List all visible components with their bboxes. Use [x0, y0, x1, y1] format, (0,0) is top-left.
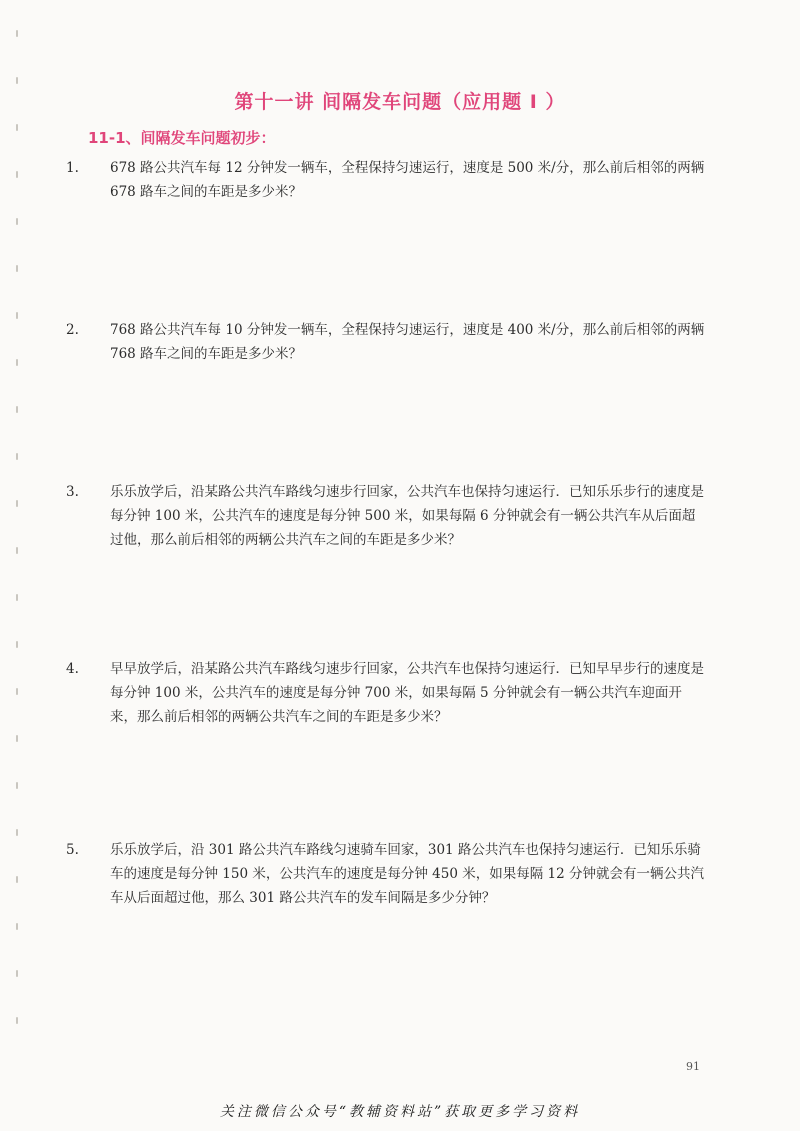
problem-number: 1. — [66, 160, 79, 176]
problem-text: 乐乐放学后，沿 301 路公共汽车路线匀速骑车回家，301 路公共汽车也保持匀速运行．已知乐乐骑车的速度是每分钟 150 米，公共汽车的速度是每分钟 450 米，如果每隔 12 分钟就会有一辆公共汽车从后面超过他，那么 301 路公共汽车的发车间隔是多少分钟？ — [110, 842, 704, 906]
problem-1 — [66, 156, 708, 204]
problem-number: 5. — [66, 842, 79, 858]
page-number: 91 — [686, 1060, 700, 1073]
footer-watermark-text: 关注微信公众号“教辅资料站”获取更多学习资料 — [219, 1104, 581, 1120]
problem-text: 768 路公共汽车每 10 分钟发一辆车，全程保持匀速运行，速度是 400 米/分，那么前后相邻的两辆 768 路车之间的车距是多少米？ — [110, 322, 705, 362]
problem-number: 2. — [66, 322, 79, 338]
problem-4 — [66, 657, 708, 729]
problem-number: 3. — [66, 484, 79, 500]
problem-3 — [66, 480, 708, 552]
problem-number: 4. — [66, 661, 79, 677]
binding-hole-marks — [14, 30, 20, 1080]
problem-2 — [66, 318, 708, 366]
section-heading: 11-1、间隔发车问题初步： — [88, 129, 276, 147]
problem-text: 早早放学后，沿某路公共汽车路线匀速步行回家，公共汽车也保持匀速运行．已知早早步行的速度是每分钟 100 米，公共汽车的速度是每分钟 700 米，如果每隔 5 分钟就会有一辆公共汽车迎面开来，那么前后相邻的两辆公共汽车之间的车距是多少米？ — [110, 661, 704, 725]
problem-text: 乐乐放学后，沿某路公共汽车路线匀速步行回家，公共汽车也保持匀速运行．已知乐乐步行的速度是每分钟 100 米，公共汽车的速度是每分钟 500 米，如果每隔 6 分钟就会有一辆公共汽车从后面超过他，那么前后相邻的两辆公共汽车之间的车距是多少米？ — [110, 484, 704, 548]
problem-5 — [66, 838, 708, 910]
problem-text: 678 路公共汽车每 12 分钟发一辆车，全程保持匀速运行，速度是 500 米/分，那么前后相邻的两辆 678 路车之间的车距是多少米？ — [110, 160, 705, 200]
lesson-title: 第十一讲 间隔发车问题（应用题 I ） — [234, 91, 566, 113]
